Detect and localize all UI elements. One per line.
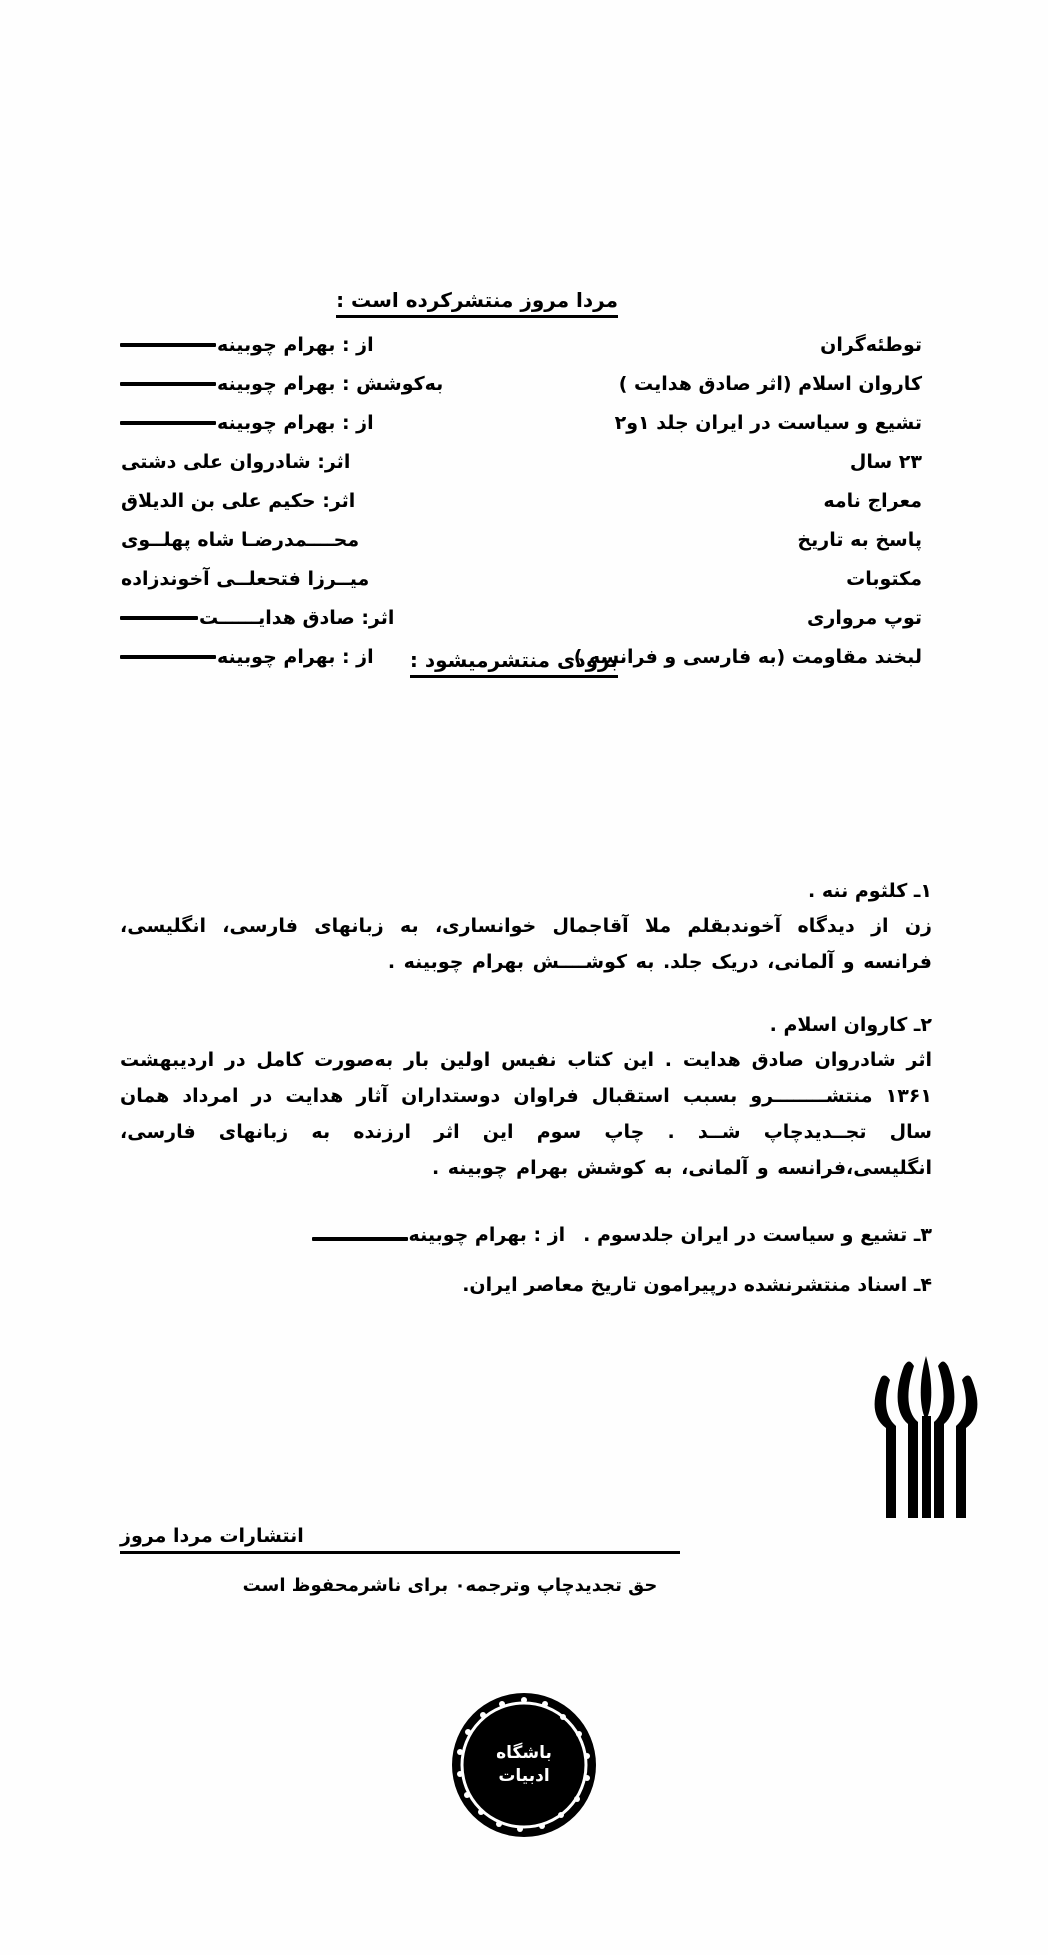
- book-author: از : بهرام چوبینه: [120, 334, 374, 356]
- kashida-rule: [120, 616, 198, 620]
- list-item: [120, 1274, 932, 1296]
- list-item: [120, 1224, 932, 1246]
- table-row: [120, 373, 932, 412]
- kashida-rule: [120, 421, 216, 425]
- publisher-imprint: انتشارات مردا مروز: [120, 1525, 680, 1554]
- kashida-rule: [120, 655, 216, 659]
- upcoming-item-title-row: [120, 1224, 932, 1246]
- book-author: محــــمدرضـا شاه پهلــوی: [121, 529, 360, 551]
- book-author: از : بهرام چوبینه: [120, 412, 374, 434]
- literature-club-seal-icon: [449, 1690, 599, 1840]
- list-item: [120, 880, 932, 980]
- book-author: میــرزا فتحعلــی آخوندزاده: [121, 568, 370, 590]
- book-author: اثر: صادق هدایــــــت: [120, 607, 394, 629]
- book-author: از : بهرام چوبینه: [120, 646, 374, 668]
- book-author: به‌کوشش : بهرام چوبینه: [120, 373, 443, 395]
- table-row: [120, 529, 932, 568]
- upcoming-item-description: زن از دیدگاه آخوندبقلم ملا آقاجمال خوانساری، به زبانهای فارسی، انگلیسی، فرانسه و آلمانی، دریک جلد. به کوشــــش بهرام چوبینه .: [120, 915, 932, 973]
- table-row: [120, 451, 932, 490]
- upcoming-item-description: اثر شادروان صادق هدایت . این کتاب نفیس اولین بار به‌صورت کامل در اردیبهشت ۱۳۶۱ منتشــــــــرو بسبب استقبال فراوان دوستداران آثار هدایت در امرداد همان سال تجــدیدچاپ شــد . چاپ سوم این اثر ارزنده به زبانهای فارسی، انگلیسی،فرانسه و آلمانی، به کوشش بهرام چوبینه .: [120, 1049, 932, 1179]
- upcoming-item-title: ۱ـ کلثوم ننه .: [808, 880, 932, 902]
- book-author: اثر: حکیم علی بن الدیلاق: [121, 490, 356, 512]
- kashida-rule: [120, 382, 216, 386]
- copyright-notice: حق تجدیدچاپ وترجمه٠ برای ناشرمحفوظ است: [242, 1575, 658, 1596]
- book-title: لبخند مقاومت (به فارسی و فرانسه ): [573, 646, 922, 668]
- book-title: پاسخ به تاریخ: [797, 529, 922, 551]
- table-row: [120, 412, 932, 451]
- book-author: اثر: شادروان علی دشتی: [121, 451, 351, 473]
- seal-label-line1: باشگاه: [496, 1743, 552, 1763]
- table-row: [120, 607, 932, 646]
- upcoming-item-title: ۳ـ تشیع و سیاست در ایران جلدسوم .: [583, 1224, 932, 1246]
- book-title: کاروان اسلام (اثر صادق هدایت ): [618, 373, 922, 395]
- published-books-list: [120, 334, 932, 685]
- kashida-rule: [120, 343, 216, 347]
- list-item: [120, 1014, 932, 1186]
- seal-label-line2: ادبیات: [498, 1766, 550, 1786]
- upcoming-books-list: [120, 880, 932, 1322]
- book-title: توپ مرواری: [806, 607, 922, 629]
- book-title: مکتوبات: [846, 568, 922, 590]
- publisher-lotus-emblem-icon: [866, 1340, 986, 1520]
- upcoming-item-title: ۴ـ اسناد منتشرنشده درپیرامون تاریخ معاصر ایران.: [462, 1274, 932, 1296]
- book-title: توطئه‌گران: [820, 334, 922, 356]
- book-title: تشیع و سیاست در ایران جلد ۱و۲: [614, 412, 922, 434]
- book-title: معراج نامه: [823, 490, 922, 512]
- table-row: [120, 568, 932, 607]
- upcoming-item-title: ۲ـ کاروان اسلام .: [769, 1014, 932, 1036]
- upcoming-item-author: از : بهرام چوبینه: [408, 1224, 566, 1246]
- book-title: ۲۳ سال: [849, 451, 922, 473]
- table-row: [120, 334, 932, 373]
- published-section-heading: مردا مروز منتشرکرده است :: [336, 288, 618, 318]
- kashida-rule: [312, 1237, 408, 1241]
- table-row: [120, 490, 932, 529]
- upcoming-section-heading: بزودی منتشرمیشود :: [410, 648, 618, 678]
